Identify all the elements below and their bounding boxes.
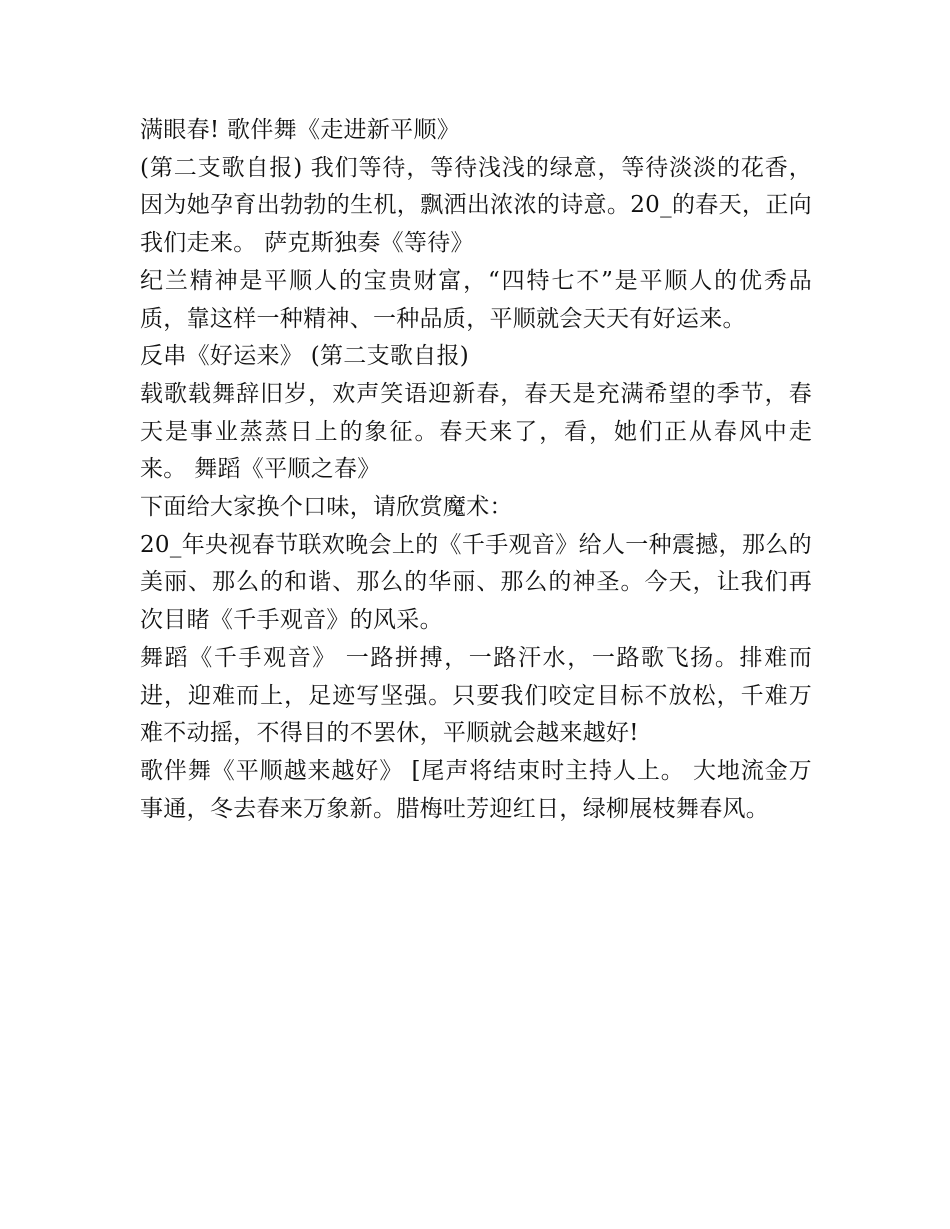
paragraph-1: 满眼春! 歌伴舞《走进新平顺》: [140, 117, 461, 143]
paragraph-4: 反串《好运来》 (第二支歌自报): [140, 343, 470, 370]
paragraph-9: 歌伴舞《平顺越来越好》 [尾声将结束时主持人上。 大地流金万事通，冬去春来万象新。腊梅吐芳迎红日，绿柳展枝舞春风。: [140, 757, 812, 822]
paragraph-6: 下面给大家换个口味，请欣赏魔术：: [140, 494, 513, 521]
document-body: [140, 112, 812, 828]
paragraph-3: 纪兰精神是平顺人的宝贵财富，“四特七不”是平顺人的优秀品质，靠这样一种精神、一种品质，平顺就会天天有好运来。: [140, 267, 812, 332]
paragraph-8: 舞蹈《千手观音》 一路拼搏，一路汗水，一路歌飞扬。排难而进，迎难而上，足迹写坚强。只要我们咬定目标不放松，千难万难不动摇，不得目的不罢休，平顺就会越来越好!: [140, 644, 812, 747]
paragraph-2: (第二支歌自报) 我们等待，等待浅浅的绿意，等待淡淡的花香，因为她孕育出勃勃的生机，飘洒出浓浓的诗意。20_的春天，正向我们走来。 萨克斯独奏《等待》: [140, 154, 812, 257]
paragraph-7: 20_年央视春节联欢晚会上的《千手观音》给人一种震撼，那么的美丽、那么的和谐、那么的华丽、那么的神圣。今天，让我们再次目睹《千手观音》的风采。: [140, 531, 812, 634]
paragraph-5: 载歌载舞辞旧岁，欢声笑语迎新春，春天是充满希望的季节，春天是事业蒸蒸日上的象征。春天来了，看，她们正从春风中走来。 舞蹈《平顺之春》: [140, 380, 812, 483]
